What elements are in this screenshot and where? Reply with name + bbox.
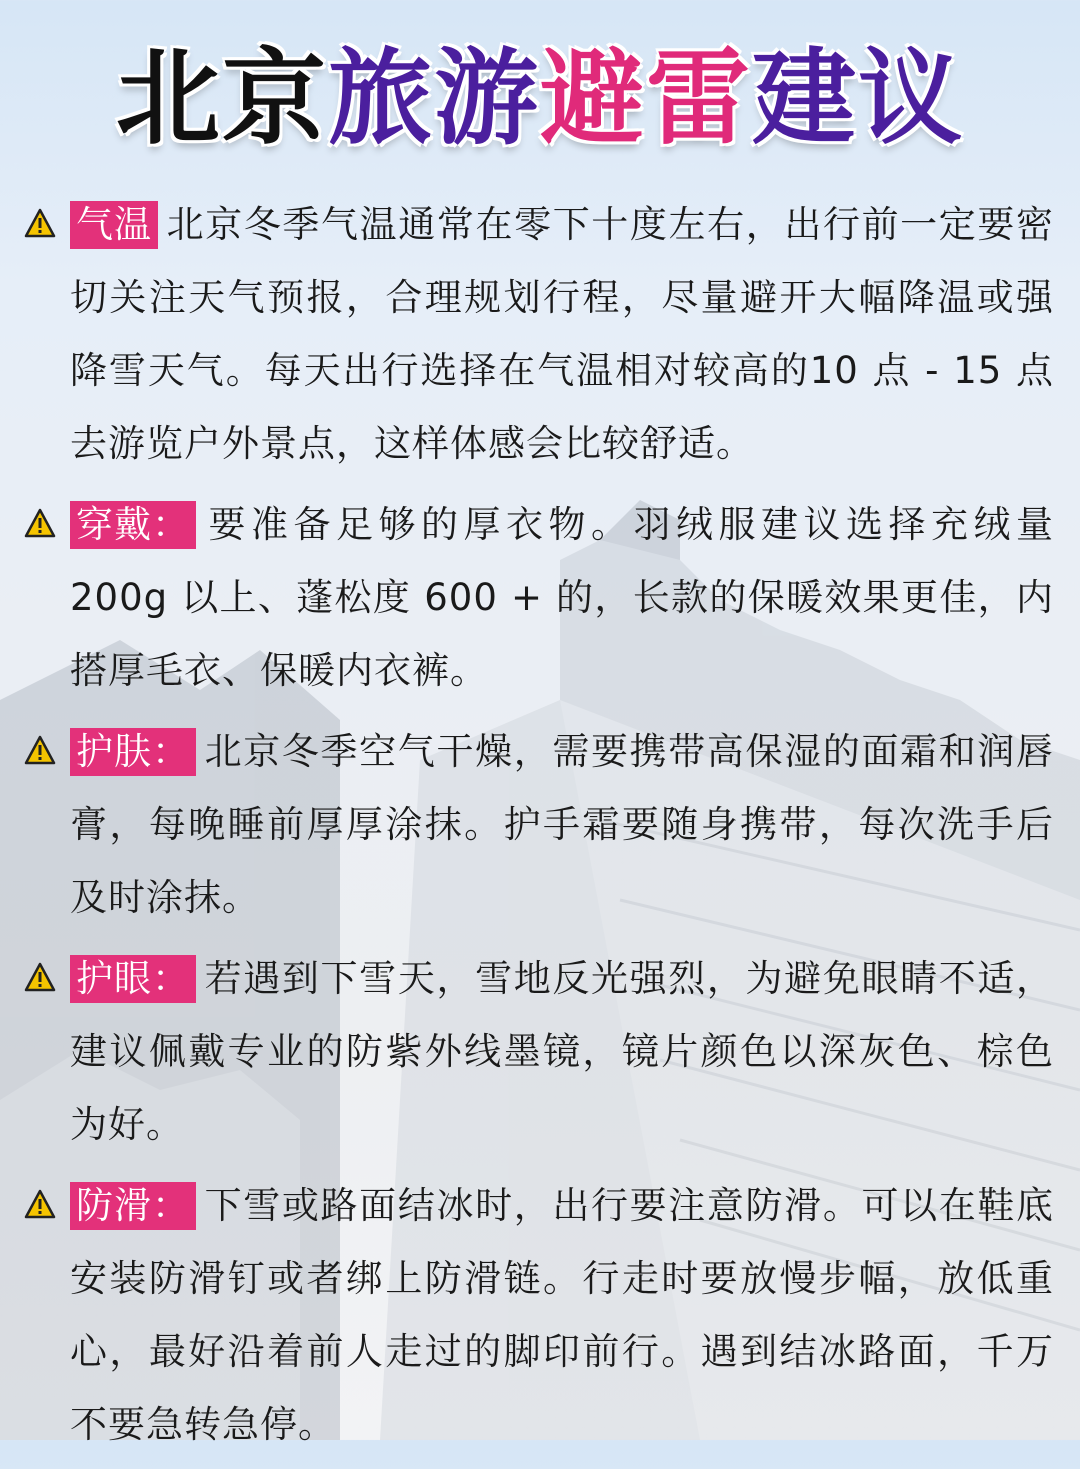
tip-skincare [24, 715, 1054, 934]
warning-triangle-icon [24, 735, 56, 765]
warning-triangle-icon [24, 508, 56, 538]
tip-tag: 护眼： [70, 955, 196, 1003]
tips-list [24, 188, 1054, 1469]
tip-text: 要准备足够的厚衣物。羽绒服建议选择充绒量200g 以上、蓬松度 600 + 的，长款的保暖效果更佳，内搭厚毛衣、保暖内衣裤。 [70, 503, 1054, 692]
page-title [0, 28, 1080, 168]
tip-temperature [24, 188, 1054, 480]
tip-text: 下雪或路面结冰时，出行要注意防滑。可以在鞋底安装防滑钉或者绑上防滑链。行走时要放慢步幅，放低重心，最好沿着前人走过的脚印前行。遇到结冰路面，千万不要急转急停。 [70, 1184, 1054, 1446]
tip-tag: 气温 [70, 201, 158, 249]
tip-anti-slip [24, 1169, 1054, 1461]
tip-eye-protection [24, 942, 1054, 1161]
tip-text: 北京冬季空气干燥，需要携带高保湿的面霜和润唇膏，每晚睡前厚厚涂抹。护手霜要随身携带，每次洗手后及时涂抹。 [70, 730, 1054, 919]
tip-text: 北京冬季气温通常在零下十度左右，出行前一定要密切关注天气预报，合理规划行程，尽量避开大幅降温或强降雪天气。每天出行选择在气温相对较高的10 点 - 15 点去游览户外景点，这样体感会比较舒适。 [70, 203, 1054, 465]
tip-text: 若遇到下雪天，雪地反光强烈，为避免眼睛不适，建议佩戴专业的防紫外线墨镜，镜片颜色以深灰色、棕色为好。 [70, 957, 1054, 1146]
warning-triangle-icon [24, 208, 56, 238]
title-part-beijing: 北京 [115, 36, 328, 159]
warning-triangle-icon [24, 1189, 56, 1219]
title-part-travel: 旅游 [327, 36, 540, 159]
title-part-advice: 建议 [752, 36, 965, 159]
title-part-avoid: 避雷 [540, 36, 753, 159]
tip-clothing [24, 488, 1054, 707]
tip-tag: 防滑： [70, 1182, 196, 1230]
warning-triangle-icon [24, 962, 56, 992]
tip-tag: 护肤： [70, 728, 196, 776]
tip-tag: 穿戴： [70, 501, 196, 549]
